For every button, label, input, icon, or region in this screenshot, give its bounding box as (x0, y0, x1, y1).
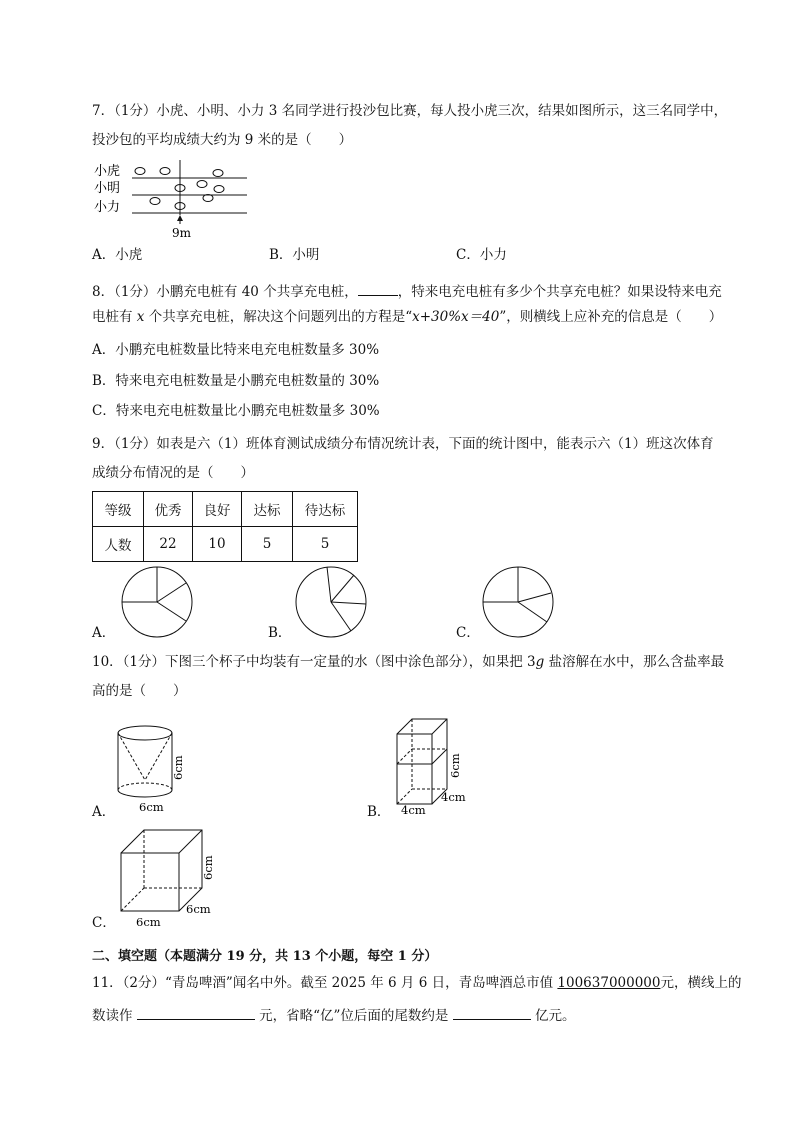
q8-line2-end: ”，则横线上应补充的信息是（ ） (499, 309, 723, 325)
q11-line1-pre: 11．（2分）“青岛啤酒”闻名中外。截至 2025 年 6 月 6 日，青岛啤酒总市值 (92, 975, 558, 991)
q11-approx-blank[interactable] (453, 1006, 531, 1020)
q7-row-label: 小明 (94, 181, 121, 196)
q10-figure-c (116, 826, 226, 930)
table-cell: 5 (293, 527, 358, 562)
q9-pie-b (294, 565, 368, 639)
q9-option-a[interactable]: A． (92, 625, 116, 641)
q8-option-c[interactable]: C．特来电充电桩数量比小鹏充电桩数量多 30% (92, 403, 380, 419)
q10-text-line1 (92, 656, 724, 670)
q10a-diameter-label: 6cm (139, 800, 164, 814)
q10-option-c[interactable]: C． (92, 915, 116, 931)
q7-option-b[interactable]: B．小明 (269, 247, 320, 263)
q10b-height-label: 6cm (448, 753, 462, 778)
q9-pie-c (481, 565, 555, 639)
q10a-height-label: 6cm (171, 755, 185, 780)
q7-option-c[interactable]: C．小力 (456, 247, 507, 263)
q10b-width-label: 4cm (401, 803, 426, 817)
section-heading-fill-in: 二、填空题（本题满分 19 分，共 13 个小题，每空 1 分） (92, 949, 438, 964)
table-cell: 22 (144, 527, 193, 562)
table-cell: 人数 (93, 527, 144, 562)
q11-text-line2 (92, 1006, 575, 1024)
q8-answer-blank[interactable] (358, 282, 398, 296)
q9-option-c[interactable]: C． (456, 625, 480, 641)
q11-reading-blank[interactable] (137, 1006, 255, 1020)
q9-text-line1: 9．（1分）如表是六（1）班体育测试成绩分布情况统计表，下面的统计图中，能表示六（1）班这次体育 (92, 436, 714, 452)
q10-line1-post: 盐溶解在水中，那么含盐率最 (544, 654, 725, 670)
q10-option-a[interactable]: A． (92, 804, 116, 820)
q8-text-line1 (92, 282, 722, 300)
table-cell: 5 (242, 527, 293, 562)
q10-unit: g (535, 654, 545, 670)
q10b-depth-label: 4cm (441, 790, 466, 804)
table-row (93, 492, 358, 527)
q8-text-line2 (92, 311, 722, 325)
q8-line2-pre: 电桩有 (92, 309, 137, 325)
q8-variable: x (136, 309, 145, 325)
q11-line2-a: 数读作 (92, 1008, 137, 1024)
table-cell: 良好 (193, 492, 242, 527)
q11-line2-b: 元，省略“亿”位后面的尾数约是 (254, 1008, 453, 1024)
q9-pie-a (120, 565, 194, 639)
q8-equation: x+30%x＝40 (412, 309, 500, 325)
q10-line1-pre: 10．（1分）下图三个杯子中均装有一定量的水（图中涂色部分），如果把 3 (92, 654, 536, 670)
q8-line2-post: 个共享充电桩，解决这个问题列出的方程是“ (144, 309, 413, 325)
q7-row-label: 小力 (94, 200, 121, 215)
q10-figure-b (392, 716, 482, 820)
q11-line2-c: 亿元。 (530, 1008, 576, 1024)
q8-option-b[interactable]: B．特来电充电桩数量是小鹏充电桩数量的 30% (92, 373, 380, 389)
q7-marker-label: 9m (172, 226, 192, 240)
q10-figure-a (112, 722, 202, 820)
table-cell: 达标 (242, 492, 293, 527)
q9-grade-table (92, 491, 358, 562)
q11-market-value: 100637000000 (557, 975, 661, 991)
q8-line1-post: ，特来电充电桩有多少个共享充电桩？如果设特来电充 (397, 284, 722, 300)
q9-option-b[interactable]: B． (268, 625, 292, 641)
q8-line1-pre: 8．（1分）小鹏充电桩有 40 个共享充电桩， (92, 284, 358, 300)
q10c-height-label: 6cm (201, 855, 215, 880)
q11-line1-post: 元，横线上的 (660, 975, 742, 991)
table-cell: 10 (193, 527, 242, 562)
table-cell: 待达标 (293, 492, 358, 527)
q10c-width-label: 6cm (136, 915, 161, 929)
q7-figure (92, 158, 252, 240)
q11-text-line1 (92, 977, 741, 991)
q8-option-a[interactable]: A．小鹏充电桩数量比特来电充电桩数量多 30% (92, 342, 380, 358)
q7-text-line1: 7．（1分）小虎、小明、小力 3 名同学进行投沙包比赛，每人投小虎三次，结果如图所示，这三名同学中， (92, 103, 728, 119)
q7-text-line2: 投沙包的平均成绩大约为 9 米的是（ ） (92, 132, 353, 148)
q7-option-a[interactable]: A．小虎 (92, 247, 143, 263)
q9-text-line2: 成绩分布情况的是（ ） (92, 465, 254, 481)
q10-option-b[interactable]: B． (367, 804, 391, 820)
q10-text-line2: 高的是（ ） (92, 683, 187, 699)
q10c-depth-label: 6cm (186, 902, 211, 916)
table-cell: 等级 (93, 492, 144, 527)
table-cell: 优秀 (144, 492, 193, 527)
table-row (93, 527, 358, 562)
q7-row-label: 小虎 (94, 164, 121, 179)
